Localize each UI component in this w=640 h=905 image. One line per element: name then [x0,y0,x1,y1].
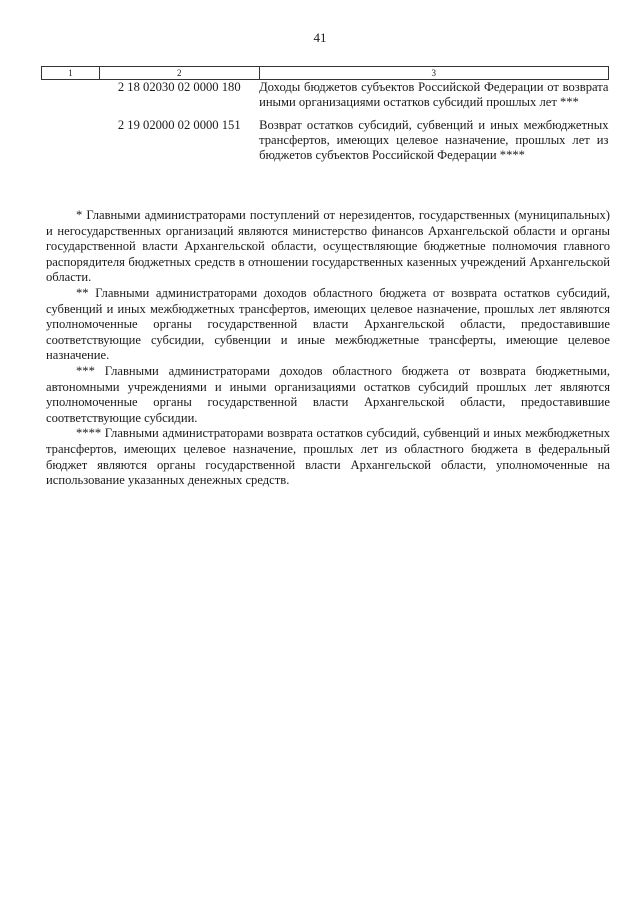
column-header-1: 1 [42,67,100,80]
table-row [42,80,609,111]
revenue-code-cell: 2 19 02000 02 0000 151 [117,118,241,132]
admin-code-cell [42,80,100,111]
footnote-3: *** Главными администраторами доходов областного бюджета от возврата бюджетными, автономными учреждениями и иными организациями остатков субсидий прошлых лет являются уполномоченные органы государственной власти Архангельской области, предоставившие соответствующие субсидии. [46,363,610,425]
column-header-3: 3 [259,67,608,80]
page-number: 41 [313,30,327,45]
footnote-4: **** Главными администраторами возврата остатков субсидий, субвенций и иных межбюджетных трансфертов, имеющих целевое назначение, прошлых лет из областного бюджета в федеральный бюджет являются органы государственной власти Архангельской области, уполномоченные на использование указанных денежных средств. [46,426,610,488]
admin-code-cell [42,118,100,163]
table-row [42,118,609,163]
revenue-description-cell: Доходы бюджетов субъектов Российской Федерации от возврата иными организациями остатков субсидий прошлых лет *** [259,80,609,109]
column-header-2: 2 [99,67,259,80]
table-header-row [42,67,609,80]
footnote-1: * Главными администраторами поступлений от нерезидентов, государственных (муниципальных) и негосударственных организаций являются министерство финансов Архангельской области и органы государственной власти Архангельской области, осуществляющие бюджетные полномочия главного распорядителя бюджетных средств в отношении государственных казенных учреждений Архангельской области. [46,208,610,285]
budget-classification-table [41,66,609,163]
revenue-code-cell: 2 18 02030 02 0000 180 [117,80,241,94]
footnote-2: ** Главными администраторами доходов областного бюджета от возврата остатков субсидий, субвенций и иных межбюджетных трансфертов, имеющих целевое назначение, прошлых лет являются уполномоченные органы государственной власти Архангельской области, предоставившие соответствующие субсидии, субвенции и иные межбюджетные трансферты, имеющие целевое назначение. [46,285,610,363]
footnotes-section [46,208,610,489]
revenue-description-cell: Возврат остатков субсидий, субвенций и иных межбюджетных трансфертов, имеющих целевое назначение, прошлых лет из бюджетов субъектов Российской Федерации **** [259,118,609,162]
